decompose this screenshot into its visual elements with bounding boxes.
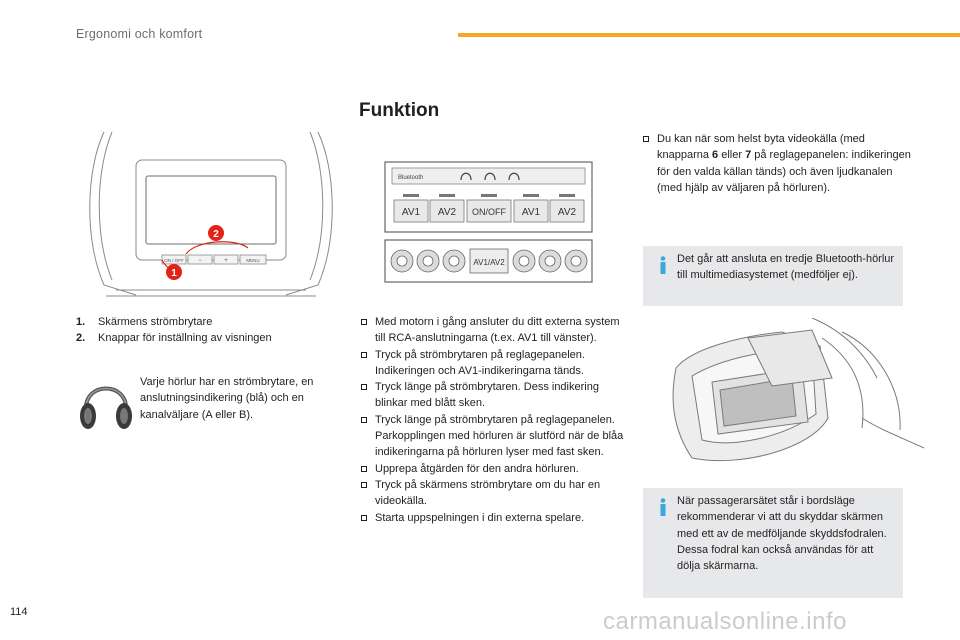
screen-button-plus: + <box>224 258 228 264</box>
info-paragraph: När passagerarsätet står i bordsläge rekommenderar vi att du skyddar skärmen med ett av de medföljande skyddsfodralen. <box>677 495 887 540</box>
bullet-square-icon <box>361 482 367 488</box>
info-icon <box>656 498 670 516</box>
key-number: 7 <box>745 149 752 162</box>
headphone-note: Varje hörlur har en strömbrytare, en anslutningsindikering (blå) och en kanalväljare (A eller B). <box>140 376 314 421</box>
control-panel-illustration <box>384 160 594 284</box>
panel-key-av2: AV2 <box>557 207 577 218</box>
bullet-square-icon <box>361 384 367 390</box>
step-item: Tryck länge på strömbrytaren på reglagepanelen. Parkopplingen med hörluren är slutförd när de blåa indikeringarna på hörluren lyser med fast sken. <box>361 412 631 461</box>
bullet-square-icon <box>361 319 367 325</box>
info-text: Det går att ansluta en tredje Bluetooth-hörlur till multimediasystemet (medföljer ej). <box>677 253 895 282</box>
chapter-title: Ergonomi och komfort <box>76 27 203 41</box>
step-item: Med motorn i gång ansluter du ditt externa system till RCA-anslutningarna (t.ex. AV1 till vänster). <box>361 314 631 347</box>
screen-illustration <box>76 130 346 300</box>
panel-key-av1: AV1 <box>401 207 421 218</box>
screen-button-menu: MENU <box>246 258 260 263</box>
panel-key-av2: AV2 <box>437 207 457 218</box>
step-item: Tryck på skärmens strömbrytare om du har en videokälla. <box>361 477 631 510</box>
watermark: carmanualsonline.info <box>603 608 847 635</box>
page-number: 114 <box>10 606 28 618</box>
source-switch-list <box>643 131 911 196</box>
legend-item-2 <box>76 330 326 346</box>
info-icon <box>656 256 670 274</box>
step-item: Upprepa åtgärden för den andra hörluren. <box>361 461 631 477</box>
legend-text: Knappar för inställning av visningen <box>98 332 272 345</box>
bluetooth-label: Bluetooth <box>398 175 424 181</box>
legend-num: 1. <box>76 316 86 328</box>
svg-text:2: 2 <box>213 229 219 240</box>
bullet-square-icon <box>361 466 367 472</box>
section-title: Funktion <box>359 100 440 121</box>
legend-text: Skärmens strömbrytare <box>98 316 213 328</box>
svg-text:1: 1 <box>171 268 177 279</box>
legend-item-1 <box>76 314 326 330</box>
info-paragraph: Dessa fodral kan också användas för att dölja skärmarna. <box>677 543 874 573</box>
bullet-square-icon <box>361 417 367 423</box>
bullet-square-icon <box>643 136 649 142</box>
step-item: Tryck på strömbrytaren på reglagepanelen. Indikeringen och AV1-indikeringarna tänds. <box>361 347 631 380</box>
bullet-square-icon <box>361 352 367 358</box>
info-box-seat-table <box>643 488 903 598</box>
key-number: 6 <box>712 149 719 162</box>
screen-button-minus: − <box>198 258 202 264</box>
bullet-square-icon <box>361 515 367 521</box>
panel-key-onoff: ON/OFF <box>472 207 506 217</box>
step-item: Du kan när som helst byta videokälla (med knapparna 6 eller 7 på reglagepanelen: indikeringen för den valda källan tänds) och även ljudkanalen (med hjälp av väljaren på hörluren). <box>643 131 911 196</box>
legend <box>76 314 326 347</box>
screen-button-onoff: ON / OFF <box>164 258 184 263</box>
headphone-icon <box>78 372 134 434</box>
step-item: Starta uppspelningen i din externa spelare. <box>361 510 631 526</box>
seat-screen-cover-illustration <box>662 318 932 480</box>
step-item: Tryck länge på strömbrytaren. Dess indikering blinkar med blått sken. <box>361 379 631 412</box>
legend-num: 2. <box>76 332 86 345</box>
steps-list <box>361 314 631 526</box>
info-text <box>677 493 897 574</box>
panel-label-av1av2: AV1/AV2 <box>473 258 505 267</box>
info-box-bluetooth <box>643 246 903 306</box>
header-accent-bar <box>458 33 960 37</box>
panel-key-av1: AV1 <box>521 207 541 218</box>
